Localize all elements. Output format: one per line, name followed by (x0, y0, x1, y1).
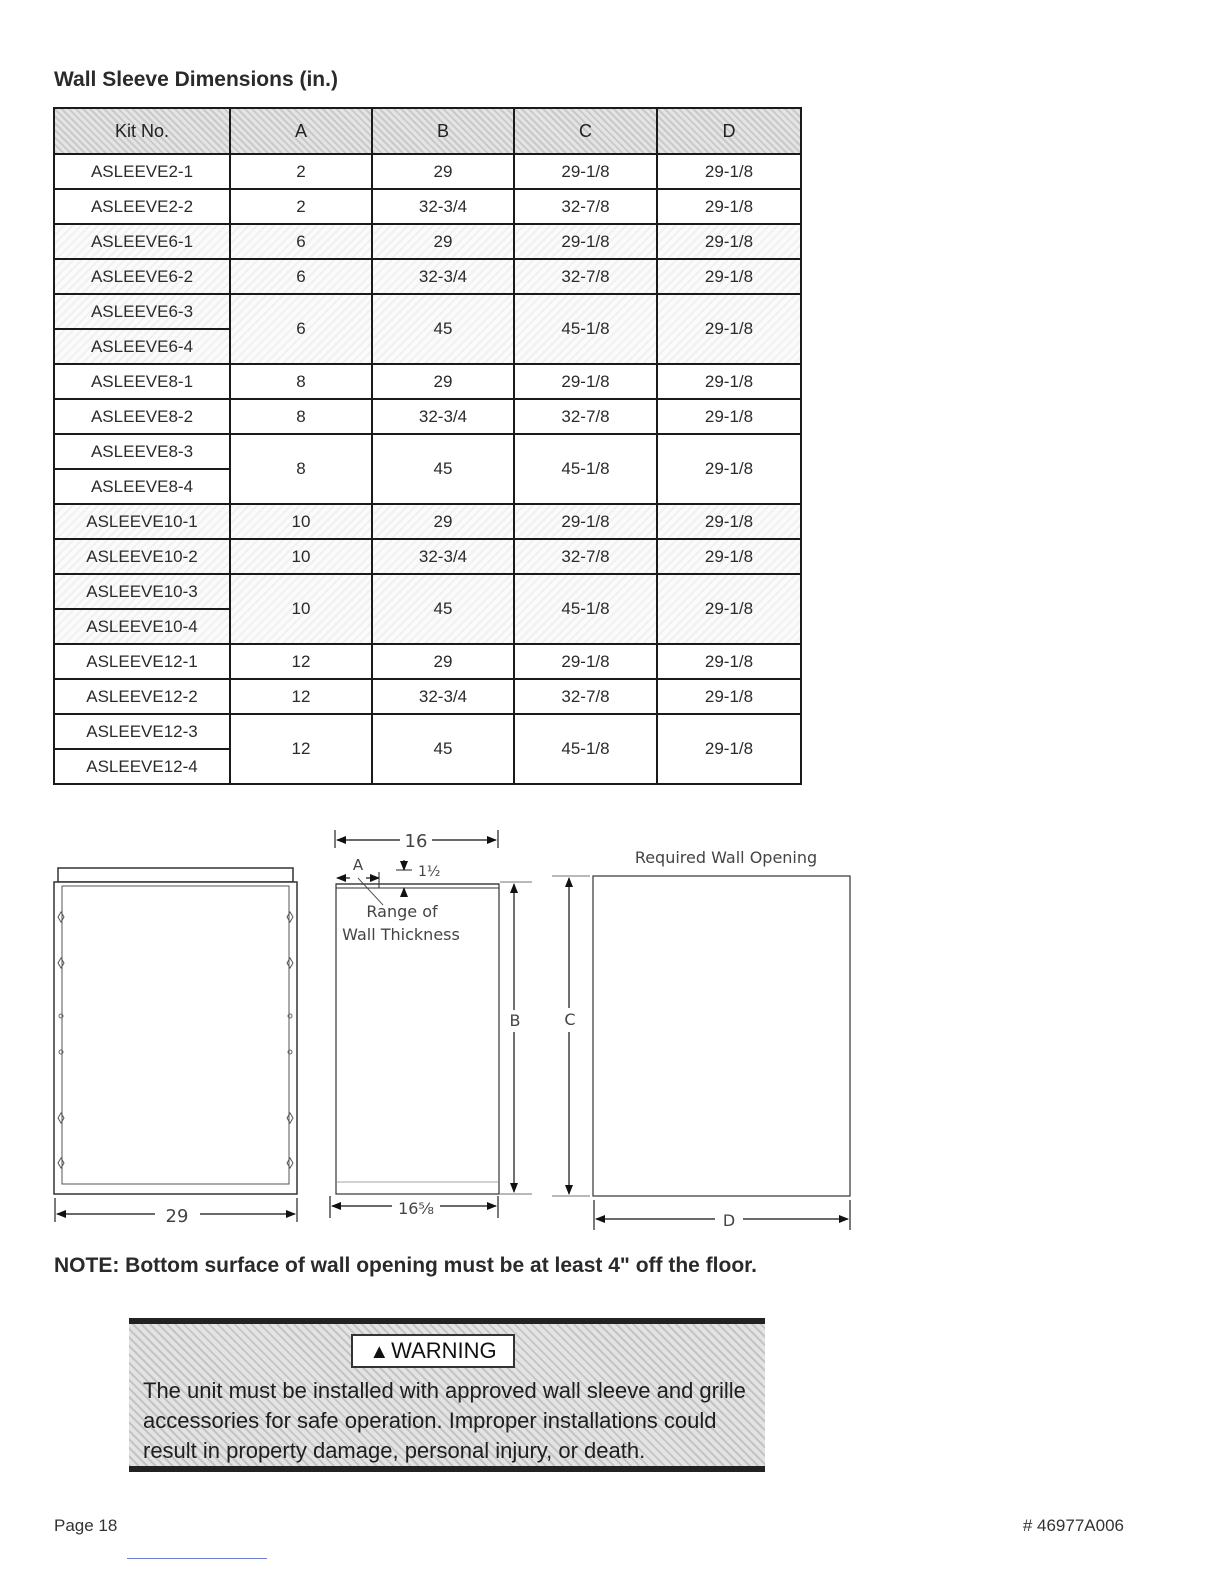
dim-c-cell: 45-1/8 (514, 574, 657, 644)
installation-note: NOTE: Bottom surface of wall opening must be at least 4" off the floor. (54, 1254, 758, 1277)
side-view (330, 830, 532, 1218)
front-width-label: 29 (165, 1206, 189, 1227)
dim-c-cell: 45-1/8 (514, 434, 657, 504)
header-kit-no: Kit No. (54, 108, 230, 154)
table-row (54, 574, 801, 609)
dim-b-cell: 45 (372, 714, 514, 784)
kit-number-cell: ASLEEVE6-3 (54, 294, 230, 329)
dim-a-cell: 6 (230, 224, 372, 259)
dim-d-cell: 29-1/8 (657, 434, 801, 504)
kit-number-cell: ASLEEVE6-4 (54, 329, 230, 364)
header-a: A (230, 108, 372, 154)
dim-b-cell: 32-3/4 (372, 189, 514, 224)
warning-box (129, 1318, 765, 1472)
kit-number-cell: ASLEEVE10-2 (54, 539, 230, 574)
dim-b-cell: 45 (372, 574, 514, 644)
flange-label: 1½ (418, 864, 441, 880)
table-row (54, 504, 801, 539)
side-depth-top-label: 16 (404, 831, 428, 852)
label-c: C (564, 1010, 576, 1029)
dim-b-cell: 32-3/4 (372, 539, 514, 574)
dim-b-cell: 45 (372, 294, 514, 364)
kit-number-cell: ASLEEVE2-2 (54, 189, 230, 224)
table-body (54, 154, 801, 784)
table-row (54, 434, 801, 469)
footer-rule (127, 1558, 267, 1559)
dim-c-cell: 45-1/8 (514, 714, 657, 784)
kit-number-cell: ASLEEVE10-3 (54, 574, 230, 609)
dim-c-cell: 29-1/8 (514, 644, 657, 679)
dim-b-cell: 32-3/4 (372, 399, 514, 434)
dim-d-cell: 29-1/8 (657, 679, 801, 714)
dim-b-cell: 29 (372, 644, 514, 679)
table-row (54, 679, 801, 714)
dim-a-cell: 8 (230, 364, 372, 399)
kit-number-cell: ASLEEVE6-2 (54, 259, 230, 294)
dim-a-cell: 12 (230, 644, 372, 679)
kit-number-cell: ASLEEVE10-1 (54, 504, 230, 539)
wall-opening-view (552, 848, 850, 1230)
dim-b-cell: 29 (372, 224, 514, 259)
kit-number-cell: ASLEEVE12-4 (54, 749, 230, 784)
dim-a-cell: 10 (230, 574, 372, 644)
dim-a-cell: 10 (230, 504, 372, 539)
table-row (54, 714, 801, 749)
dim-d-cell: 29-1/8 (657, 574, 801, 644)
kit-number-cell: ASLEEVE8-1 (54, 364, 230, 399)
dim-c-cell: 45-1/8 (514, 294, 657, 364)
dim-c-cell: 32-7/8 (514, 399, 657, 434)
table-row (54, 189, 801, 224)
warning-label (351, 1334, 515, 1368)
dim-a-cell: 8 (230, 434, 372, 504)
table-row (54, 539, 801, 574)
dim-a-cell: 6 (230, 294, 372, 364)
kit-number-cell: ASLEEVE12-1 (54, 644, 230, 679)
dim-c-cell: 32-7/8 (514, 189, 657, 224)
dim-b-cell: 29 (372, 364, 514, 399)
header-c: C (514, 108, 657, 154)
dim-d-cell: 29-1/8 (657, 259, 801, 294)
dim-b-cell: 45 (372, 434, 514, 504)
dim-d-cell: 29-1/8 (657, 644, 801, 679)
wall-sleeve-table (53, 107, 802, 785)
side-depth-bottom-label: 16⅝ (398, 1199, 434, 1218)
dim-a-cell: 8 (230, 399, 372, 434)
dim-d-cell: 29-1/8 (657, 399, 801, 434)
range-label-1: Range of (366, 902, 438, 921)
dim-b-cell: 29 (372, 154, 514, 189)
kit-number-cell: ASLEEVE10-4 (54, 609, 230, 644)
table-row (54, 294, 801, 329)
wall-sleeve-diagram (0, 820, 1225, 1240)
dim-d-cell: 29-1/8 (657, 539, 801, 574)
dim-d-cell: 29-1/8 (657, 364, 801, 399)
header-b: B (372, 108, 514, 154)
range-label-2: Wall Thickness (342, 925, 460, 944)
front-view (54, 868, 297, 1227)
kit-number-cell: ASLEEVE8-4 (54, 469, 230, 504)
dim-a-cell: 12 (230, 714, 372, 784)
table-row (54, 364, 801, 399)
header-d: D (657, 108, 801, 154)
warning-text: The unit must be installed with approved wall sleeve and grille accessories for safe operation. Improper installations could result in property damage, personal injury, or death. (143, 1378, 746, 1463)
table-header-row (54, 108, 801, 154)
table-row (54, 224, 801, 259)
dim-c-cell: 32-7/8 (514, 539, 657, 574)
kit-number-cell: ASLEEVE8-3 (54, 434, 230, 469)
kit-number-cell: ASLEEVE12-3 (54, 714, 230, 749)
table-row (54, 399, 801, 434)
opening-label: Required Wall Opening (634, 848, 818, 867)
table-row (54, 154, 801, 189)
table-row (54, 259, 801, 294)
dim-c-cell: 29-1/8 (514, 154, 657, 189)
dim-a-cell: 2 (230, 189, 372, 224)
page-number: Page 18 (54, 1516, 118, 1535)
warning-label-text: WARNING (391, 1338, 497, 1363)
dim-a-cell: 10 (230, 539, 372, 574)
dim-c-cell: 32-7/8 (514, 679, 657, 714)
dim-b-cell: 29 (372, 504, 514, 539)
dim-d-cell: 29-1/8 (657, 294, 801, 364)
kit-number-cell: ASLEEVE8-2 (54, 399, 230, 434)
label-d: D (722, 1211, 736, 1230)
table-row (54, 644, 801, 679)
dim-d-cell: 29-1/8 (657, 189, 801, 224)
dim-a-cell: 6 (230, 259, 372, 294)
dim-d-cell: 29-1/8 (657, 154, 801, 189)
dim-c-cell: 29-1/8 (514, 364, 657, 399)
kit-number-cell: ASLEEVE6-1 (54, 224, 230, 259)
dim-c-cell: 29-1/8 (514, 504, 657, 539)
dim-a-cell: 2 (230, 154, 372, 189)
dim-b-cell: 32-3/4 (372, 259, 514, 294)
dim-b-cell: 32-3/4 (372, 679, 514, 714)
kit-number-cell: ASLEEVE12-2 (54, 679, 230, 714)
label-a: A (352, 856, 364, 874)
kit-number-cell: ASLEEVE2-1 (54, 154, 230, 189)
label-b: B (509, 1011, 521, 1030)
dim-c-cell: 32-7/8 (514, 259, 657, 294)
dim-d-cell: 29-1/8 (657, 714, 801, 784)
warning-triangle-icon: ▲ (369, 1341, 390, 1363)
document-number: # 46977A006 (1022, 1516, 1124, 1535)
section-title: Wall Sleeve Dimensions (in.) (54, 68, 338, 91)
dim-d-cell: 29-1/8 (657, 504, 801, 539)
dim-c-cell: 29-1/8 (514, 224, 657, 259)
dim-d-cell: 29-1/8 (657, 224, 801, 259)
dim-a-cell: 12 (230, 679, 372, 714)
